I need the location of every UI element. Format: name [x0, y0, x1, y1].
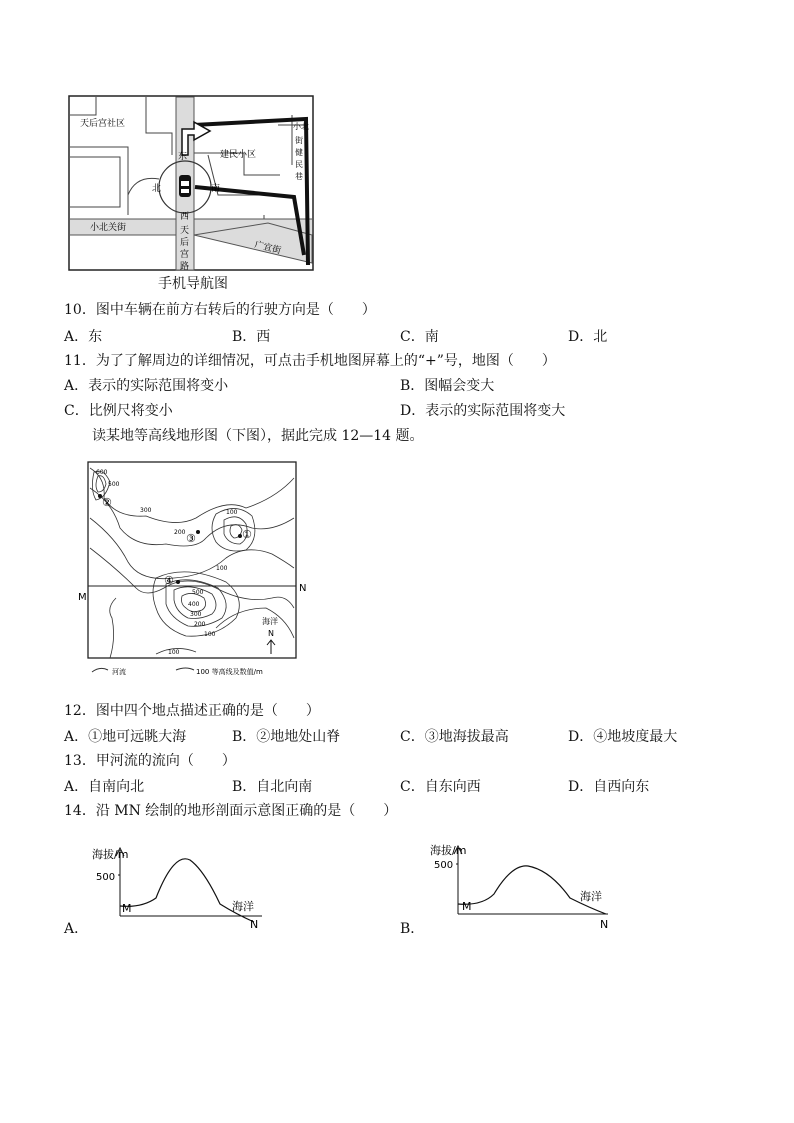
- label-road-2: 后: [180, 238, 190, 248]
- contour-value: 500: [108, 481, 120, 488]
- profile-b-m: M: [462, 900, 472, 913]
- label-xiaobei-4: 民: [295, 160, 303, 169]
- q10-option-d: D．北: [568, 329, 608, 345]
- profile-b-ylabel: 海拔/m: [430, 844, 467, 857]
- label-west: 西: [180, 212, 190, 222]
- navigation-map-caption: 手机导航图: [158, 276, 228, 292]
- q13-option-a: A．自南向北: [64, 779, 145, 795]
- q12-option-b: B．②地地处山脊: [232, 729, 341, 745]
- contour-value: 100: [168, 649, 180, 656]
- q12-option-d: D．④地坡度最大: [568, 729, 678, 745]
- profile-a-sea: 海洋: [232, 900, 254, 913]
- q13-option-d: D．自西向东: [568, 779, 650, 795]
- profile-b: [430, 838, 614, 930]
- label-road-3: 宫: [180, 250, 190, 260]
- contour-value: 100: [216, 565, 228, 572]
- q14-option-b: B．: [400, 921, 425, 937]
- contour-label-n: N: [299, 583, 307, 594]
- contour-value: 500: [192, 589, 204, 596]
- profile-a-figure: [90, 838, 270, 930]
- q13-option-b: B．自北向南: [232, 779, 313, 795]
- label-xiaobei-5: 巷: [295, 172, 303, 181]
- intro-12-14: 读某地等高线地形图（下图），据此完成 12—14 题。: [92, 428, 424, 444]
- question-13-stem: 13．甲河流的流向（ ）: [64, 753, 236, 769]
- contour-value: 300: [140, 507, 152, 514]
- contour-map: [76, 458, 316, 682]
- contour-point-3: ③: [186, 532, 196, 545]
- label-guangyi: 广宜街: [253, 240, 282, 257]
- legend-contour: 100 等高线及数值/m: [196, 668, 263, 676]
- contour-value: 200: [174, 529, 186, 536]
- label-jianmin: 建民小区: [220, 150, 257, 160]
- q12-option-a: A．①地可远眺大海: [64, 729, 187, 745]
- label-xiaobei-3: 健: [295, 148, 303, 157]
- profile-a-ylabel: 海拔/m: [92, 848, 129, 861]
- north-arrow-label: N: [268, 629, 274, 638]
- label-xiaobei-2: 街: [295, 136, 303, 145]
- contour-sea-label: 海洋: [262, 617, 278, 626]
- question-10-stem: 10．图中车辆在前方右转后的行驶方向是（ ）: [64, 302, 376, 318]
- contour-label-m: M: [78, 592, 87, 603]
- q11-option-d: D．表示的实际范围将变大: [400, 403, 566, 419]
- profile-a-n: N: [250, 918, 259, 930]
- contour-map-figure: [76, 458, 316, 682]
- q12-option-c: C．③地海拔最高: [400, 729, 509, 745]
- q13-option-c: C．自东向西: [400, 779, 481, 795]
- label-xiaobeiguan: 小北关街: [90, 223, 127, 233]
- profile-b-figure: [430, 838, 614, 930]
- contour-value: 100: [204, 631, 216, 638]
- contour-value: 600: [96, 469, 108, 476]
- label-tianhou-community: 天后宫社区: [80, 119, 126, 129]
- contour-point-4: ④: [164, 574, 174, 587]
- q11-option-b: B．图幅会变大: [400, 378, 495, 394]
- label-xiaobei-1: 小北: [293, 122, 309, 131]
- q11-option-c: C．比例尺将变小: [64, 403, 173, 419]
- profile-b-n: N: [600, 918, 609, 930]
- profile-a: [90, 838, 270, 930]
- contour-value: 400: [188, 601, 200, 608]
- label-east: 东: [178, 152, 188, 162]
- label-south: 南: [211, 184, 221, 194]
- question-12-stem: 12．图中四个地点描述正确的是（ ）: [64, 703, 320, 719]
- legend-river: 河流: [112, 668, 126, 676]
- contour-value: 300: [190, 611, 202, 618]
- label-north: 北: [152, 184, 162, 194]
- q10-option-c: C．南: [400, 329, 439, 345]
- profile-a-tick: 500: [96, 872, 116, 883]
- q10-option-b: B．西: [232, 329, 271, 345]
- profile-b-sea: 海洋: [580, 890, 602, 903]
- label-road-4: 路: [180, 262, 190, 271]
- contour-value: 200: [194, 621, 206, 628]
- q14-option-a: A．: [64, 921, 89, 937]
- q11-option-a: A．表示的实际范围将变小: [64, 378, 229, 394]
- question-11-stem: 11．为了了解周边的详细情况，可点击手机地图屏幕上的“+”号，地图（ ）: [64, 353, 556, 369]
- contour-value: 100: [226, 509, 238, 516]
- question-14-stem: 14．沿 MN 绘制的地形剖面示意图正确的是（ ）: [64, 803, 398, 819]
- q10-option-a: A．东: [64, 329, 103, 345]
- label-road-1: 天: [180, 226, 190, 236]
- profile-a-m: M: [122, 902, 132, 915]
- navigation-map-figure: [68, 95, 314, 271]
- navigation-map: [68, 95, 314, 271]
- contour-point-1: ①: [242, 528, 252, 541]
- contour-point-2: ②: [102, 496, 112, 509]
- profile-b-tick: 500: [434, 860, 454, 871]
